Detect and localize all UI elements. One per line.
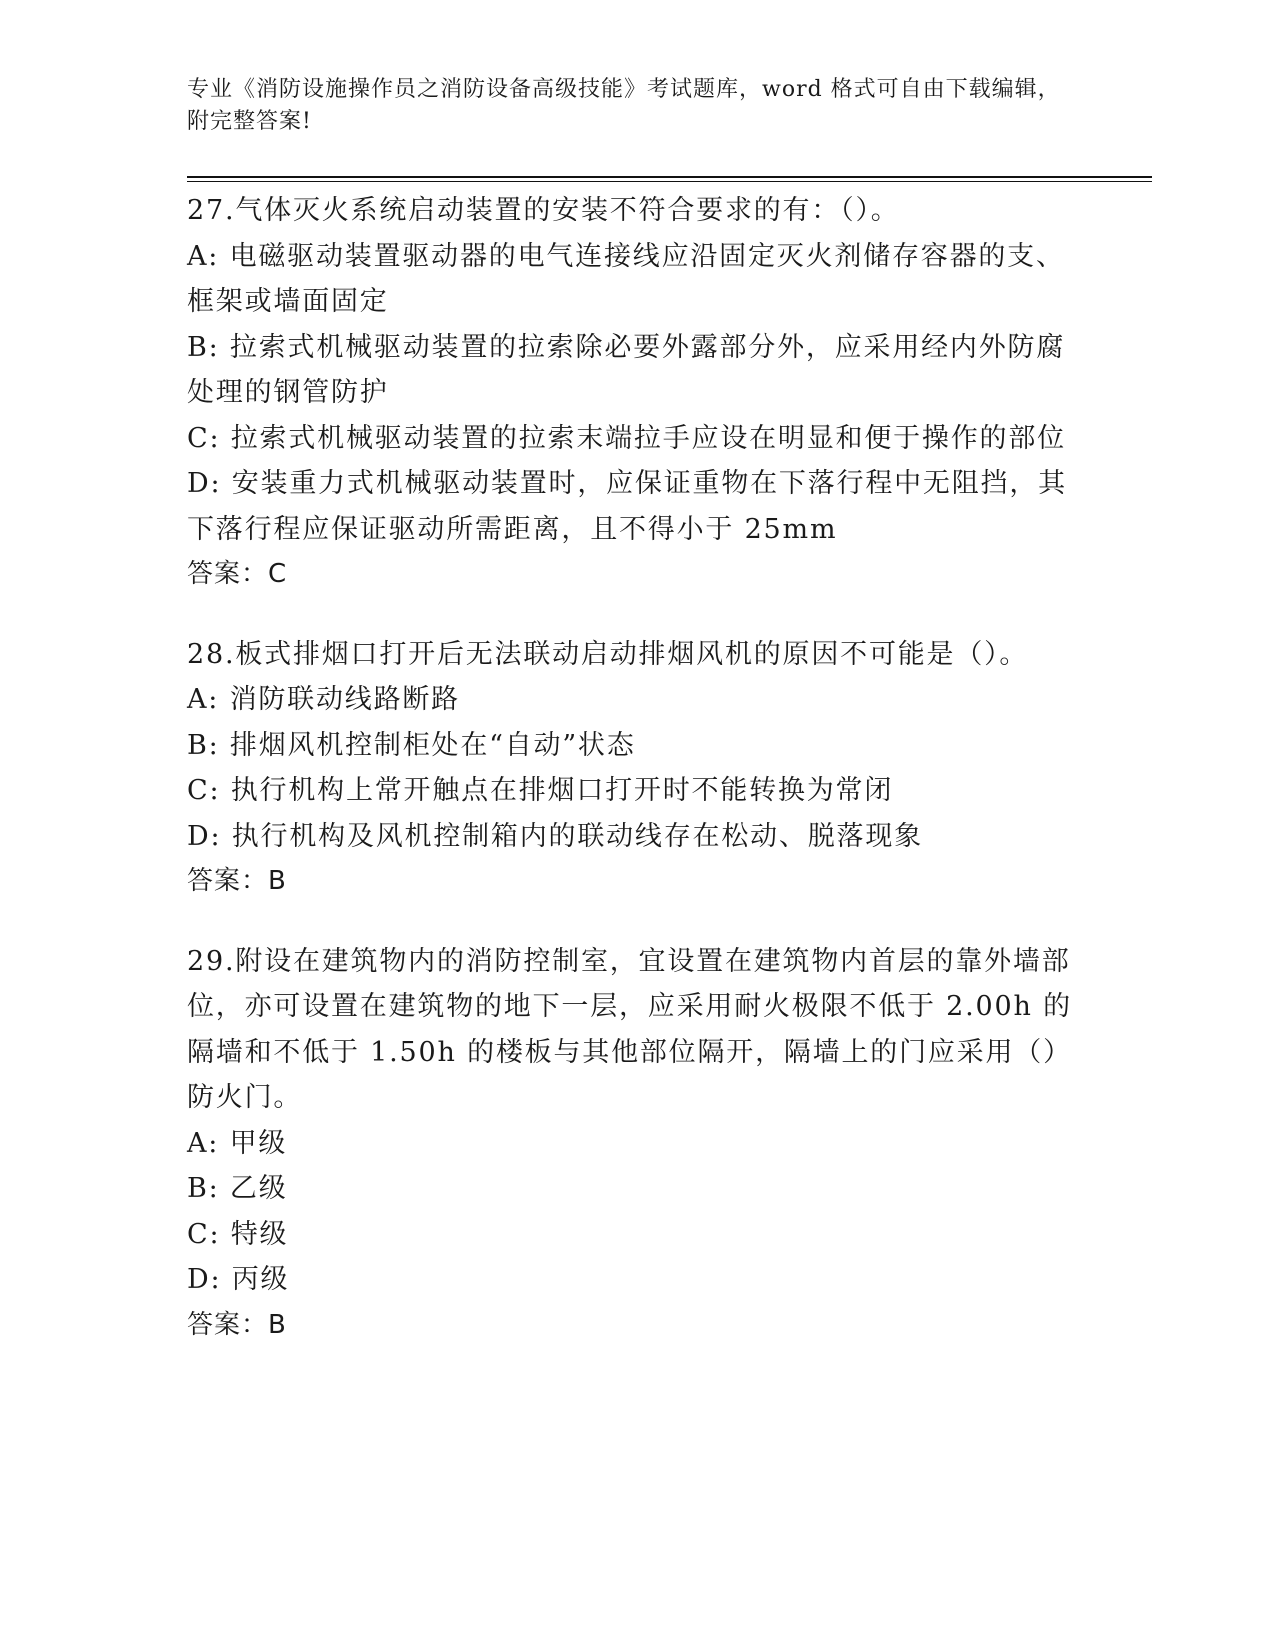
option-c: C: 特级	[187, 1218, 289, 1250]
option-a: A: 电磁驱动装置驱动器的电气连接线应沿固定灭火剂储存容器的支、框架或墙面固定	[187, 240, 1065, 317]
option-d: D: 执行机构及风机控制箱内的联动线存在松动、脱落现象	[187, 820, 923, 852]
answer-line: 答案：B	[187, 1309, 287, 1340]
question-list	[187, 188, 1077, 1382]
option-d: D: 丙级	[187, 1264, 290, 1295]
question-27	[187, 188, 1077, 598]
question-29	[187, 939, 1077, 1349]
option-d: D: 安装重力式机械驱动装置时，应保证重物在下落行程中无阻挡，其下落行程应保证驱动所需距离，且不得小于 25mm	[187, 468, 1067, 545]
option-c: C: 执行机构上常开触点在排烟口打开时不能转换为常闭	[187, 775, 894, 806]
header-rule-thick	[187, 176, 1152, 178]
option-a: A: 甲级	[187, 1127, 288, 1159]
option-b: B: 拉索式机械驱动装置的拉索除必要外露部分外，应采用经内外防腐处理的钢管防护	[187, 331, 1066, 408]
question-28	[187, 632, 1077, 905]
document-header-intro: 专业《消防设施操作员之消防设备高级技能》考试题库，word 格式可自由下载编辑，附完整答案!	[187, 77, 1061, 134]
question-stem: 29.附设在建筑物内的消防控制室，宜设置在建筑物内首层的靠外墙部位，亦可设置在建筑物的地下一层，应采用耐火极限不低于 2.00h 的隔墙和不低于 1.50h 的楼板与其他部位隔开，隔墙上的门应采用（）防火门。	[187, 945, 1072, 1113]
option-b: B: 乙级	[187, 1173, 288, 1204]
answer-line: 答案：B	[187, 866, 287, 896]
option-a: A: 消防联动线路断路	[187, 684, 460, 715]
option-b: B: 排烟风机控制柜处在“自动”状态	[187, 729, 636, 761]
header-rule-thin	[187, 181, 1152, 182]
answer-line: 答案：C	[187, 559, 288, 589]
option-c: C: 拉索式机械驱动装置的拉索末端拉手应设在明显和便于操作的部位	[187, 422, 1066, 454]
question-stem: 27.气体灭火系统启动装置的安装不符合要求的有：（）。	[187, 195, 900, 226]
question-stem: 28.板式排烟口打开后无法联动启动排烟风机的原因不可能是（）。	[187, 638, 1029, 670]
